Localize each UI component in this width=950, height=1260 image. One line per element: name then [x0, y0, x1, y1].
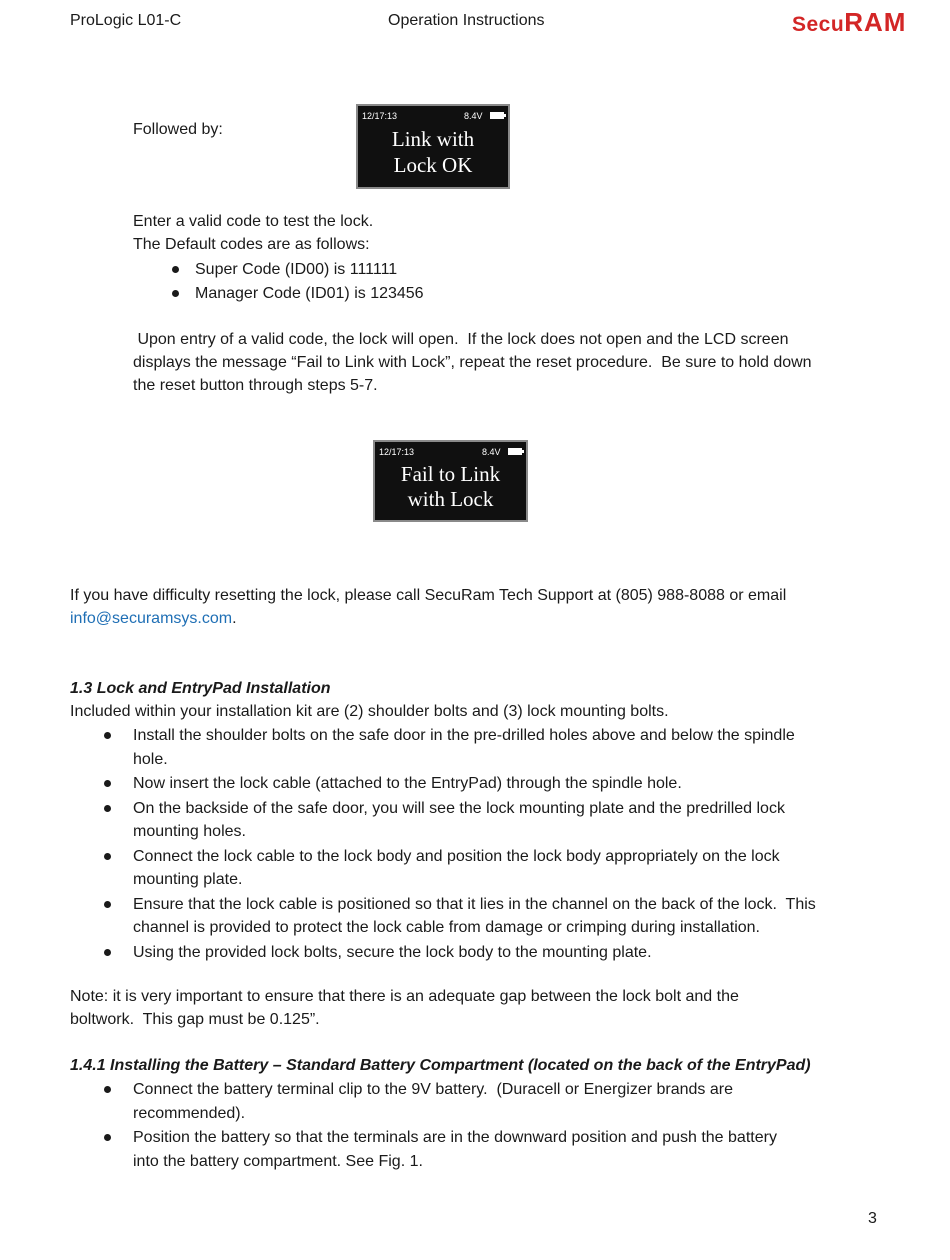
lcd-message-line2: Lock OK: [393, 153, 473, 177]
bullet-icon: [104, 732, 111, 739]
bullet-icon: [104, 1134, 111, 1141]
entry-para-line: displays the message “Fail to Link with Lock”, repeat the reset procedure. Be sure to hold down: [133, 354, 812, 371]
securam-logo: SecuRAM: [792, 7, 907, 37]
bullet-icon: [172, 266, 179, 273]
list-item: Ensure that the lock cable is positioned so that it lies in the channel on the back of the lock. This channel is provided to protect the lock cable from damage or crimping during installation.: [133, 893, 893, 940]
lcd-message-line2: with Lock: [407, 487, 494, 511]
list-item: On the backside of the safe door, you will see the lock mounting plate and the predrilled lock mounting holes.: [133, 797, 893, 844]
header-doc-title: ProLogic L01-C: [70, 12, 182, 29]
lcd-voltage: 8.4V: [482, 447, 501, 457]
lcd-fail-link-screen: [373, 440, 528, 522]
list-item: Connect the lock cable to the lock body and position the lock body appropriately on the lock mounting plate.: [133, 845, 893, 892]
list-item: Now insert the lock cable (attached to the EntryPad) through the spindle hole.: [133, 772, 893, 796]
battery-icon: [490, 111, 504, 121]
page-number: 3: [868, 1210, 877, 1227]
lcd-voltage: 8.4V: [464, 111, 483, 121]
lcd-time: 12/17:13: [379, 447, 415, 457]
support-text: If you have difficulty resetting the lock, please call SecuRam Tech Support at (805) 988-8088 or email: [70, 587, 787, 604]
lcd-link-ok-screen: [356, 104, 510, 189]
section-heading-1-4-1: 1.4.1 Installing the Battery – Standard Battery Compartment (located on the back of the EntryPad): [70, 1057, 811, 1074]
section-1-3-intro: Included within your installation kit are (2) shoulder bolts and (3) lock mounting bolts.: [70, 703, 669, 720]
bullet-icon: [104, 949, 111, 956]
entry-para-line: the reset button through steps 5-7.: [133, 377, 378, 394]
section-heading-1-3: 1.3 Lock and EntryPad Installation: [70, 680, 331, 697]
list-item: Using the provided lock bolts, secure the lock body to the mounting plate.: [133, 941, 893, 965]
bullet-icon: [104, 853, 111, 860]
list-item: Position the battery so that the terminals are in the downward position and push the battery into the battery compartment. See Fig. 1.: [133, 1126, 893, 1173]
lcd-message-line1: Link with: [391, 127, 475, 151]
note-line: boltwork. This gap must be 0.125”.: [70, 1011, 320, 1028]
lcd-message-line1: Fail to Link: [400, 462, 501, 486]
lcd-status-bar: [379, 447, 522, 457]
list-item: Install the shoulder bolts on the safe door in the pre-drilled holes above and below the spindle hole.: [133, 724, 893, 771]
list-item: Super Code (ID00) is 111111: [195, 258, 397, 282]
note-line: Note: it is very important to ensure that there is an adequate gap between the lock bolt and the: [70, 988, 739, 1005]
lcd-time: 12/17:13: [362, 111, 398, 121]
battery-icon: [508, 447, 522, 457]
test-intro: Enter a valid code to test the lock.: [133, 213, 374, 230]
installation-steps-list: [133, 724, 893, 964]
default-codes-intro: The Default codes are as follows:: [133, 236, 370, 253]
bullet-icon: [104, 1086, 111, 1093]
bullet-icon: [104, 780, 111, 787]
list-item: Manager Code (ID01) is 123456: [195, 282, 424, 306]
bullet-icon: [104, 901, 111, 908]
bullet-icon: [104, 805, 111, 812]
bullet-icon: [172, 290, 179, 297]
header-section-title: Operation Instructions: [388, 12, 545, 29]
followed-by-label: Followed by:: [133, 121, 223, 138]
lcd-status-bar: [362, 111, 504, 121]
list-item: Connect the battery terminal clip to the 9V battery. (Duracell or Energizer brands are recommended).: [133, 1078, 893, 1125]
battery-steps-list: [133, 1078, 893, 1173]
support-email-link[interactable]: info@securamsys.com: [70, 610, 233, 627]
support-email-line: info@securamsys.com.: [70, 610, 237, 627]
entry-para-line: Upon entry of a valid code, the lock will open. If the lock does not open and the LCD screen: [133, 331, 789, 348]
